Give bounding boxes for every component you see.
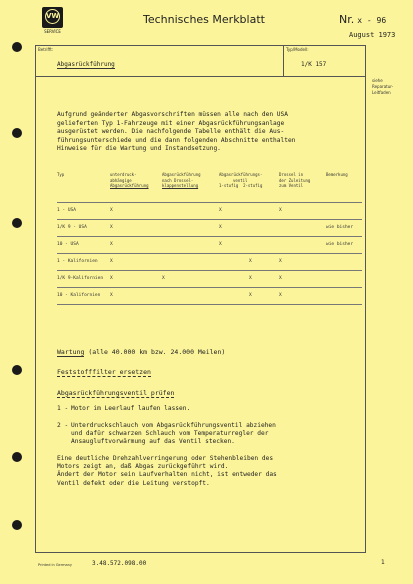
table-cell-mark: X — [249, 287, 279, 304]
side-note-line: Leitfaden — [372, 90, 391, 95]
closing-line: Eine deutliche Drehzahlverringerung oder Stehenbleiben des — [57, 455, 274, 462]
intro-line: Hinweise für die Wartung und Instandsetzung. — [57, 145, 221, 152]
logo-subtext: SERVICE — [44, 29, 61, 34]
table-cell-mark — [249, 219, 279, 236]
step-number: 1 - — [57, 405, 69, 412]
maintenance-interval: (alle 40.000 km bzw. 24.000 Meilen) — [88, 348, 226, 356]
table-cell-note — [326, 270, 362, 287]
subject-value: Abgasrückführung — [57, 61, 115, 68]
step-item — [57, 405, 190, 413]
table-cell-type: 1/K 9-Kalifornien — [57, 270, 110, 287]
table-cell-mark: X — [219, 236, 249, 253]
table-cell-mark: X — [110, 219, 162, 236]
binder-hole — [12, 128, 22, 138]
binder-hole — [12, 520, 22, 530]
table-cell-mark: X — [162, 270, 219, 287]
table-cell-mark: X — [110, 270, 162, 287]
footer-code: 3.48.572.098.00 — [92, 560, 147, 567]
binder-hole — [12, 218, 22, 228]
table-cell-mark — [279, 219, 326, 236]
table-header: Abgasrückführung nach Drossel- klappenstellung — [162, 172, 201, 188]
table-cell-note — [326, 253, 362, 270]
table-header-row — [57, 172, 362, 202]
document-title: Technisches Merkblatt — [143, 13, 265, 26]
model-value: 1/K 157 — [301, 61, 327, 68]
table-header: Abgasrückführungs- ventil 1-stufig 2-stufig — [219, 172, 263, 188]
binder-hole — [12, 452, 22, 462]
table-cell-note: wie bisher — [326, 236, 362, 253]
closing-line: Motors zeigt an, daß Abgas zurückgeführt wird. — [57, 463, 229, 471]
document-number-label: Nr. — [339, 13, 355, 26]
section-valve-heading: Abgasrückführungsventil prüfen — [57, 389, 175, 397]
variant-table — [57, 172, 362, 305]
table-cell-type: 10 - Kalifornien — [57, 287, 110, 304]
page-number: 1 — [381, 559, 385, 566]
document-number — [339, 13, 386, 26]
table-cell-mark: X — [279, 202, 326, 219]
step-item — [57, 422, 276, 447]
step-text: Ansaugluftvorwärmung auf das Ventil stecken. — [71, 438, 235, 446]
table-cell-mark — [162, 236, 219, 253]
closing-line: Ventil defekt oder die Leitung verstopft. — [57, 479, 210, 487]
vw-logo-mark: VW — [45, 9, 60, 24]
side-note-line: siehe — [372, 78, 383, 83]
table-cell-mark — [162, 219, 219, 236]
table-row — [57, 202, 362, 219]
table-cell-mark — [279, 236, 326, 253]
subject-box-divider — [283, 45, 284, 77]
table-header: Drossel in der Zuleitung zum Ventil — [279, 172, 311, 188]
binder-hole — [12, 42, 22, 52]
intro-line: führungsunterschiede und die dann folgenden Abschnitte enthalten — [57, 136, 296, 144]
step-text: Motor im Leerlauf laufen lassen. — [71, 405, 191, 412]
table-cell-mark: X — [249, 270, 279, 287]
vw-logo — [42, 7, 63, 34]
table-cell-mark: X — [279, 270, 326, 287]
binder-hole — [12, 365, 22, 375]
table-cell-mark — [162, 202, 219, 219]
intro-paragraph — [57, 111, 357, 154]
table-cell-type: 1 - USA — [57, 202, 110, 219]
side-note — [372, 78, 393, 96]
document-date: August 1973 — [349, 31, 396, 39]
table-header: Typ — [57, 172, 65, 177]
table-cell-note: wie bisher — [326, 219, 362, 236]
step-number: 2 - — [57, 422, 69, 429]
intro-line: ausgerüstet werden. Die nachfolgende Tabelle enthält die Aus- — [57, 128, 285, 135]
table-cell-mark: X — [249, 253, 279, 270]
table-cell-mark: X — [110, 202, 162, 219]
closing-paragraph — [57, 455, 277, 488]
table-cell-mark: X — [110, 236, 162, 253]
table-cell-type: 1 - Kalifornien — [57, 253, 110, 270]
table-cell-mark: X — [279, 287, 326, 304]
step-text: Unterdruckschlauch vom Abgasrückführungsventil abziehen — [71, 422, 276, 429]
table-cell-type: 10 - USA — [57, 236, 110, 253]
table-row — [57, 236, 362, 253]
table-row — [57, 253, 362, 270]
table-header: unterdruck- abhängige Abgasrückführung — [110, 172, 149, 188]
table-cell-mark — [249, 236, 279, 253]
table-cell-mark: X — [279, 253, 326, 270]
table-row — [57, 287, 362, 304]
maintenance-title: Wartung — [57, 348, 85, 356]
table-header: Bemerkung — [326, 172, 348, 177]
table-cell-mark: X — [219, 202, 249, 219]
table-row — [57, 219, 362, 236]
table-cell-type: 1/K 9 - USA — [57, 219, 110, 236]
table-cell-mark — [219, 287, 249, 304]
table-cell-mark — [162, 253, 219, 270]
model-label: Typ/Modell: — [286, 47, 309, 52]
table-row — [57, 270, 362, 287]
side-note-line: Reparatur- — [372, 84, 394, 89]
table-cell-mark: X — [110, 253, 162, 270]
table-cell-mark: X — [110, 287, 162, 304]
section-filter-heading: Feststofffilter ersetzen — [57, 368, 151, 376]
closing-line: Ändert der Motor sein Laufverhalten nicht, ist entweder das — [57, 471, 277, 479]
maintenance-heading — [57, 348, 225, 356]
table-cell-note — [326, 202, 362, 219]
footer-printed: Printed in Germany — [38, 563, 72, 567]
table-cell-mark — [249, 202, 279, 219]
table-cell-mark — [162, 287, 219, 304]
step-text: und dafür schwarzen Schlauch vom Temperaturregler der — [71, 430, 269, 438]
intro-line: Aufgrund geänderter Abgasvorschriften müssen alle nach den USA — [57, 111, 288, 118]
intro-line: gelieferten Typ 1-Fahrzeuge mit einer Abgasrückführungsanlage — [57, 119, 285, 127]
table-cell-mark — [219, 270, 249, 287]
document-number-value: x - 96 — [357, 16, 387, 25]
table-cell-mark: X — [219, 219, 249, 236]
table-cell-note — [326, 287, 362, 304]
table-cell-mark — [219, 253, 249, 270]
subject-label: Betrifft: — [38, 47, 54, 52]
